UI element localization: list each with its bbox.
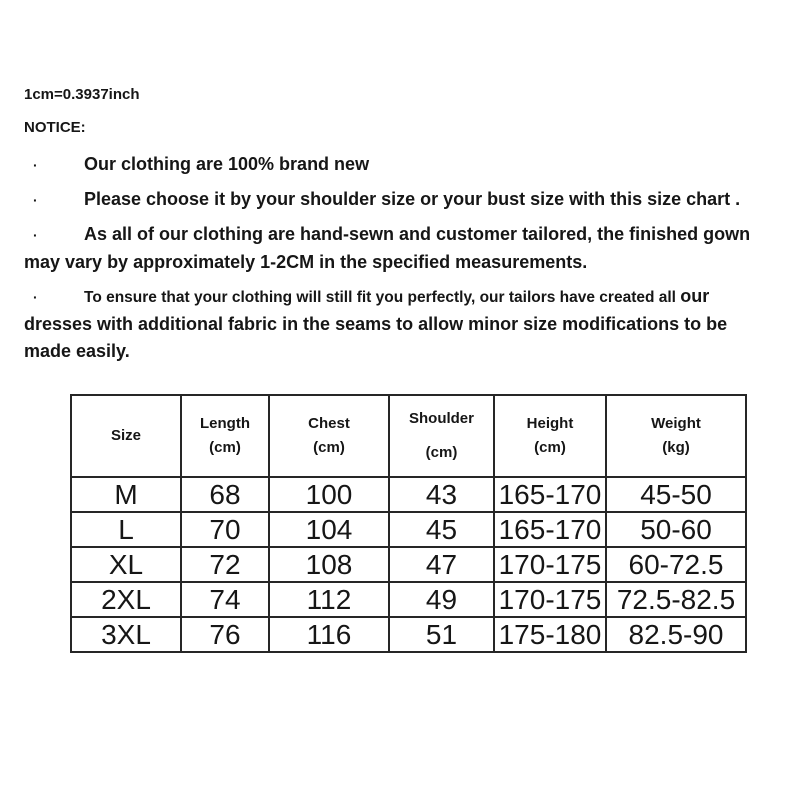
bullet-text: Our clothing are 100% brand new <box>84 154 370 174</box>
table-row-2xl <box>71 582 746 617</box>
cell-shoulder: 45 <box>389 512 494 547</box>
cell-height: 170-175 <box>494 582 606 617</box>
cell-length: 70 <box>181 512 269 547</box>
cell-shoulder: 43 <box>389 477 494 512</box>
notice-bullet-seam-fabric <box>24 283 770 365</box>
cell-shoulder: 47 <box>389 547 494 582</box>
header-unit: (cm) <box>209 439 241 456</box>
header-unit: (cm) <box>313 439 345 456</box>
size-chart-table <box>70 394 747 653</box>
table-row-xl <box>71 547 746 582</box>
header-label: Shoulder <box>408 410 474 427</box>
column-header-chest <box>269 395 389 477</box>
column-header-size <box>71 395 181 477</box>
cell-weight: 50-60 <box>606 512 746 547</box>
cell-chest: 116 <box>269 617 389 652</box>
cell-shoulder: 51 <box>389 617 494 652</box>
column-header-height <box>494 395 606 477</box>
header-unit: (kg) <box>662 439 690 456</box>
header-label: Size <box>110 427 141 444</box>
cell-chest: 104 <box>269 512 389 547</box>
cell-chest: 108 <box>269 547 389 582</box>
bullet-text-small: To ensure that your clothing will still fit you perfectly, our tailors have created all <box>84 289 681 306</box>
header-unit: (cm) <box>425 444 458 461</box>
cell-shoulder: 49 <box>389 582 494 617</box>
bullet-dot: · <box>33 192 38 208</box>
cell-height: 165-170 <box>494 477 606 512</box>
cell-height: 170-175 <box>494 547 606 582</box>
bullet-dot: · <box>33 157 38 173</box>
cell-weight: 72.5-82.5 <box>606 582 746 617</box>
cell-weight: 45-50 <box>606 477 746 512</box>
header-label: Length <box>200 415 250 432</box>
bullet-dot: · <box>33 289 38 305</box>
size-chart-header-row <box>71 395 746 477</box>
cell-chest: 100 <box>269 477 389 512</box>
cell-length: 72 <box>181 547 269 582</box>
cell-height: 165-170 <box>494 512 606 547</box>
column-header-length <box>181 395 269 477</box>
cell-length: 74 <box>181 582 269 617</box>
cell-size: XL <box>71 547 181 582</box>
header-unit: (cm) <box>534 439 566 456</box>
notice-bullet-brand-new <box>24 151 770 179</box>
header-label: Weight <box>651 415 701 432</box>
cell-weight: 60-72.5 <box>606 547 746 582</box>
cell-height: 175-180 <box>494 617 606 652</box>
notice-bullet-hand-sewn <box>24 221 770 276</box>
unit-conversion-note: 1cm=0.3937inch <box>24 86 140 103</box>
bullet-text: As all of our clothing are hand-sewn and customer tailored, the finished gown may vary by approximately 1-2CM in the specified measurements. <box>24 224 751 272</box>
cell-size: L <box>71 512 181 547</box>
cell-chest: 112 <box>269 582 389 617</box>
table-row-m <box>71 477 746 512</box>
column-header-weight <box>606 395 746 477</box>
bullet-dot: · <box>33 227 38 243</box>
cell-length: 76 <box>181 617 269 652</box>
cell-weight: 82.5-90 <box>606 617 746 652</box>
column-header-shoulder <box>389 395 494 477</box>
header-label: Height <box>526 415 574 432</box>
bullet-text: Please choose it by your shoulder size or your bust size with this size chart . <box>84 189 741 209</box>
cell-size: 2XL <box>71 582 181 617</box>
cell-size: 3XL <box>71 617 181 652</box>
table-row-l <box>71 512 746 547</box>
header-label: Chest <box>308 415 350 432</box>
bullet-text: our dresses with additional fabric in the seams to allow minor size modifications to be made easily. <box>24 286 728 361</box>
notice-heading: NOTICE: <box>24 119 86 136</box>
cell-size: M <box>71 477 181 512</box>
notice-bullet-choose-size <box>24 186 770 214</box>
cell-length: 68 <box>181 477 269 512</box>
table-row-3xl <box>71 617 746 652</box>
